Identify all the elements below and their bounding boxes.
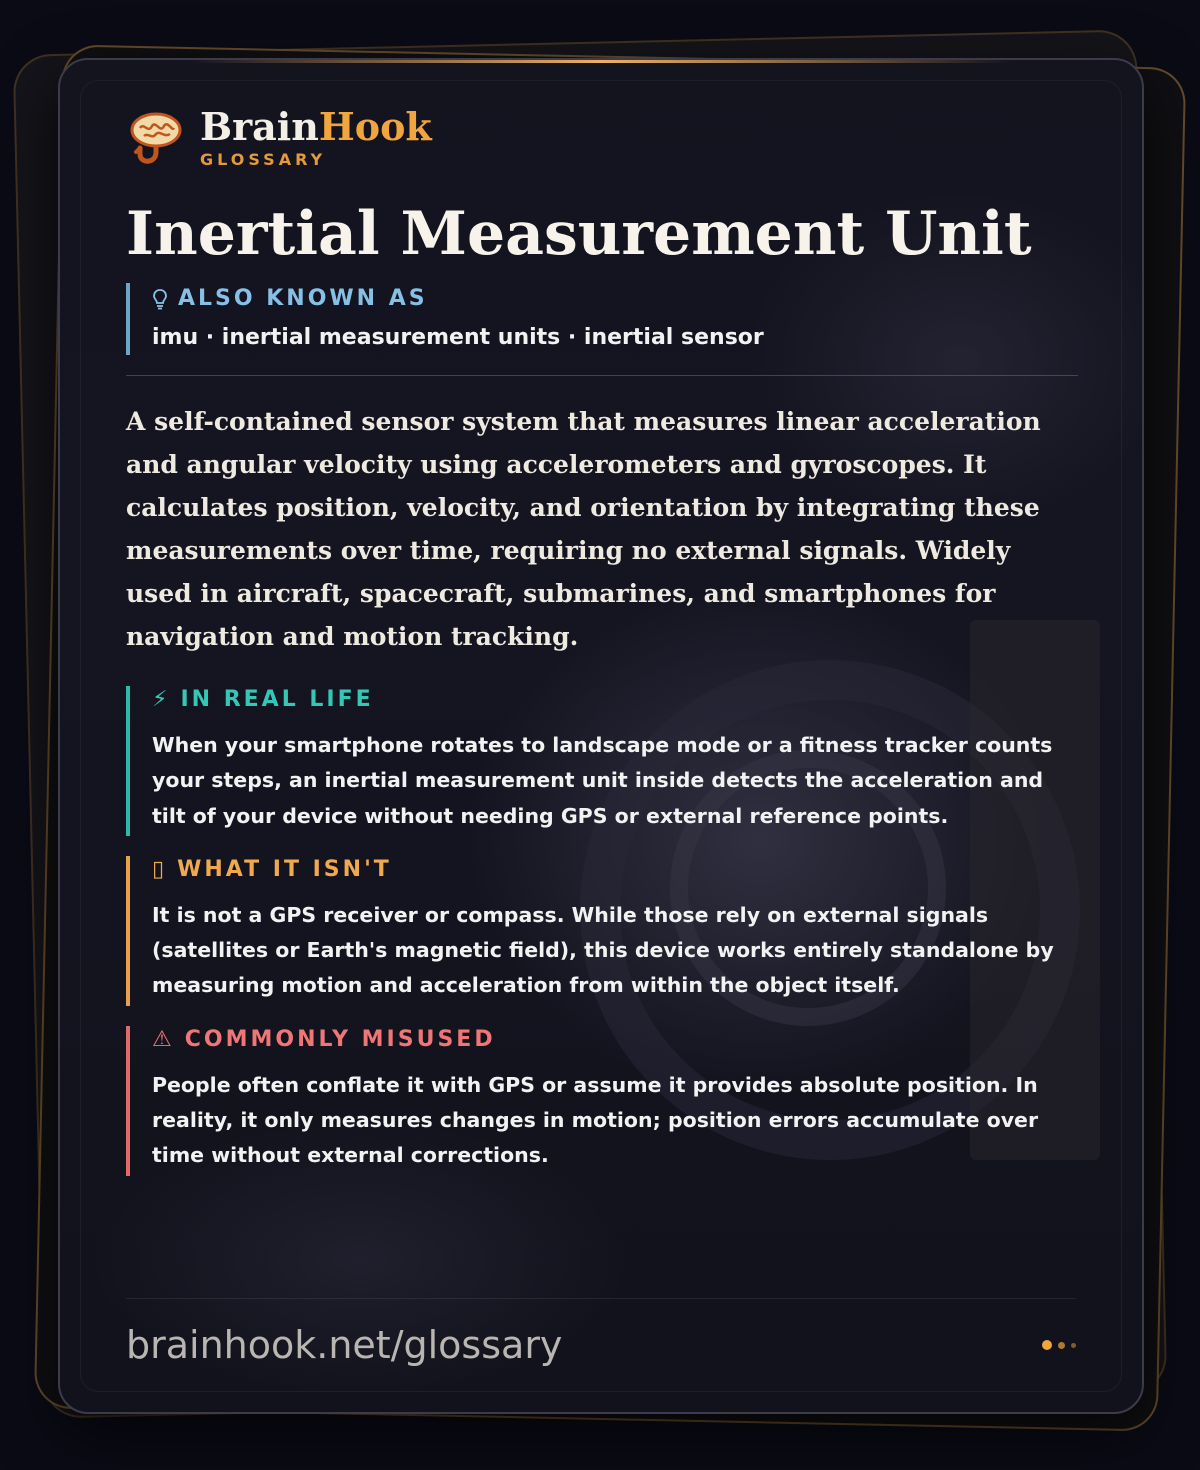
commonly-misused-label: COMMONLY MISUSED — [184, 1026, 496, 1052]
also-known-as-block — [126, 283, 1078, 355]
in-real-life-heading — [152, 686, 1078, 714]
warning-icon: ⚠ — [152, 1026, 175, 1052]
brand-header — [126, 106, 1078, 169]
what-it-isnt-text: It is not a GPS receiver or compass. While those rely on external signals (satellites or Earth's magnetic field), this device works entirely standalone by measuring motion and acceleration from within the object itself. — [152, 902, 1054, 998]
brand-text — [200, 106, 432, 169]
commonly-misused-text: People often conflate it with GPS or assume it provides absolute position. In reality, it only measures changes in motion; position errors accumulate over time without external corrections. — [152, 1072, 1039, 1168]
pagination-dots — [1042, 1340, 1076, 1350]
commonly-misused-heading — [152, 1026, 1078, 1054]
also-known-as-heading — [152, 285, 1078, 313]
section-divider — [126, 375, 1078, 376]
placeholder-box-icon: ▯ — [152, 856, 168, 882]
in-real-life-block — [126, 686, 1078, 836]
pagination-dot-active — [1042, 1340, 1052, 1350]
card-content — [126, 106, 1078, 1176]
lightbulb-icon — [152, 288, 168, 310]
pagination-dot — [1058, 1342, 1065, 1349]
brand-subtitle: GLOSSARY — [200, 150, 327, 169]
card-footer — [126, 1298, 1076, 1369]
term-title: Inertial Measurement Unit — [126, 199, 1032, 269]
brain-hook-logo-icon — [126, 108, 186, 168]
what-it-isnt-block — [126, 856, 1078, 1006]
also-known-as-values: imu · inertial measurement units · inertial sensor — [152, 325, 764, 350]
in-real-life-text: When your smartphone rotates to landscape mode or a fitness tracker counts your steps, an inertial measurement unit inside detects the acceleration and tilt of your device without needing GPS or external reference points. — [152, 733, 1053, 828]
card-top-accent — [190, 60, 1012, 63]
what-it-isnt-label: WHAT IT ISN'T — [177, 856, 392, 882]
commonly-misused-block — [126, 1026, 1078, 1176]
brand-name-part1: Brain — [200, 104, 319, 149]
footer-url-link[interactable]: brainhook.net/glossary — [126, 1323, 563, 1367]
term-definition: A self-contained sensor system that measures linear acceleration and angular velocity using accelerometers and gyroscopes. It calculates position, velocity, and orientation by integrating these measurements over time, requiring no external signals. Widely used in aircraft, spacecraft, submarines, and smartphones for navigation and motion tracking. — [126, 407, 1041, 651]
lightning-icon: ⚡ — [152, 687, 171, 712]
brand-name — [200, 106, 432, 148]
also-known-as-label: ALSO KNOWN AS — [178, 286, 428, 311]
pagination-dot — [1071, 1343, 1076, 1348]
in-real-life-label: IN REAL LIFE — [180, 687, 374, 712]
glossary-card — [58, 58, 1144, 1414]
what-it-isnt-heading — [152, 856, 1078, 884]
brand-name-part2: Hook — [318, 104, 432, 149]
